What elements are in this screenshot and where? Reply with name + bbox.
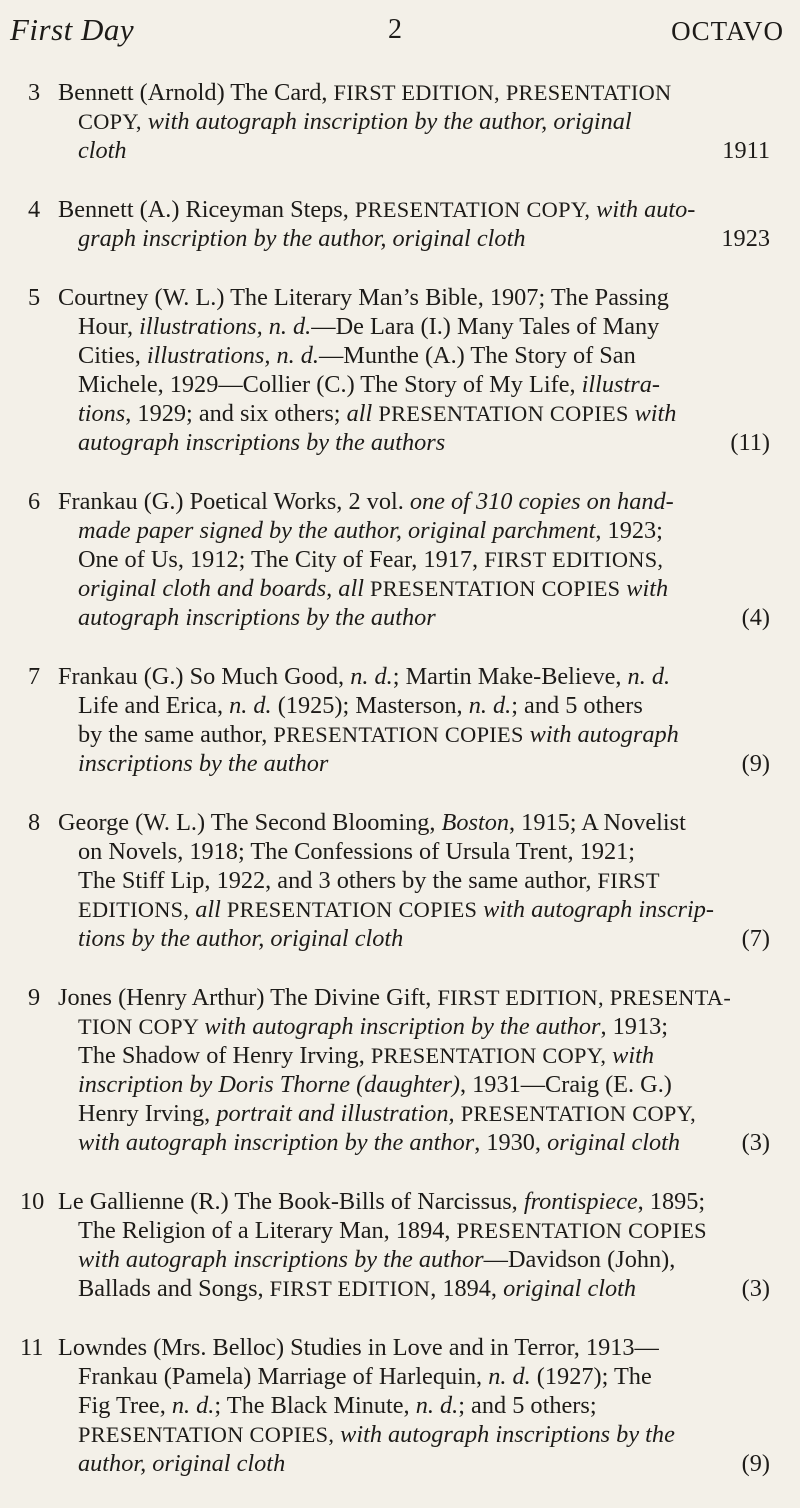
lot-text: tions [78,400,126,427]
lot-text: inscriptions by the author [78,750,329,777]
lot-text: Lowndes (Mrs. Belloc) Studies in Love and in Terror, 1913— [58,1334,659,1361]
lot-description-line [58,662,770,691]
catalogue-lot [0,1333,800,1478]
lot-text: all [195,896,227,923]
lot-description-line [58,1362,770,1391]
lot-description-line [58,924,770,953]
lot-text: n. d. [468,692,512,719]
lot-text: illustrations, n. d. [139,313,312,340]
lot-text: EDITIONS, [78,897,196,922]
section-title: OCTAVO [671,16,784,46]
lot-count: (9) [741,750,770,777]
lot-description-line [58,516,770,545]
lot-text: The Religion of a Literary Man, 1894, [78,1217,457,1244]
lot-text: with [626,575,669,602]
lot-text: n. d. [415,1392,459,1419]
lot-text: COPY, [78,109,148,134]
catalogue-lot [0,78,800,165]
lot-text: by the same author, [78,721,274,748]
lot-description-line [58,370,770,399]
lot-text: Jones (Henry Arthur) The Divine Gift, [58,984,438,1011]
lot-text: FIRST EDITION, PRESENTA- [437,985,732,1010]
catalogue-lot [0,662,800,778]
lot-text: with auto- [596,196,696,223]
lot-description-line [58,1128,770,1157]
lot-text: PRESENTATION COPIES [226,897,484,922]
lot-text: , 1931—Craig (E. G.) [460,1071,672,1098]
lot-text: with [612,1042,654,1069]
catalogue-lot [0,808,800,953]
lot-description-line [58,808,770,837]
lot-description-line [58,895,770,924]
lot-count: (11) [730,429,770,456]
lot-text: with autograph inscription by the author [204,1013,601,1040]
lot-count: (3) [741,1275,770,1302]
lot-text: PRESENTATION COPIES [378,401,635,426]
lot-text: , 1930, [474,1129,548,1156]
catalogue-lot [0,195,800,253]
lot-text: Frankau (G.) Poetical Works, 2 vol. [58,488,410,515]
lot-description-line [58,574,770,603]
lot-text: all [346,400,379,427]
lot-text: The Stiff Lip, 1922, and 3 others by the same author, [78,867,598,894]
lot-text: illustrations, n. d. [146,342,319,369]
lot-description-line [58,283,770,312]
lot-text: PRESENTATION COPIES, [78,1422,341,1447]
lot-description-line [58,1449,770,1478]
lot-description-line [58,1041,770,1070]
lot-text: Hour, [78,313,140,340]
lot-number: 10 [20,1188,45,1215]
lot-text: George (W. L.) The Second Blooming, [58,809,442,836]
lot-text: , 1923; [595,517,663,544]
lot-text: Frankau (G.) So Much Good, [58,663,351,690]
lot-description-line [58,78,770,107]
lot-text: FIRST EDITION, PRESENTATION [333,80,672,105]
lot-text: , 1894, [430,1275,504,1302]
lot-description-line [58,195,770,224]
lot-number: 11 [20,1334,44,1361]
lot-number: 7 [28,663,41,690]
catalogue-lot [0,1187,800,1303]
lot-number: 9 [28,984,41,1011]
lot-text: ; and 5 others [511,692,643,719]
lot-text: tions by the author, original cloth [78,925,404,952]
lot-description-line [58,837,770,866]
lot-list [0,78,800,1508]
lot-text: PRESENTATION COPY, [370,1043,613,1068]
lot-text: PRESENTATION COPY, [460,1101,697,1126]
lot-text: Henry Irving, [78,1100,217,1127]
lot-text: PRESENTATION COPIES [370,576,627,601]
lot-description-line [58,428,770,457]
catalogue-lot [0,983,800,1157]
lot-text: , 1895; [637,1188,706,1215]
lot-description-line [58,136,770,165]
sale-day-title: First Day [10,12,135,47]
lot-text: Cities, [78,342,147,369]
lot-text: autograph inscriptions by the authors [78,429,446,456]
lot-text: Bennett (A.) Riceyman Steps, [58,196,355,223]
lot-description-line [58,1187,770,1216]
lot-text: Fig Tree, [78,1392,172,1419]
lot-description-line [58,749,770,778]
lot-description-line [58,691,770,720]
lot-description-line [58,983,770,1012]
lot-text: portrait and illustration, [216,1100,461,1127]
lot-text: with autograph inscriptions by the [340,1421,675,1448]
lot-text: n. d. [171,1392,215,1419]
lot-description-line [58,399,770,428]
lot-text: original cloth [547,1129,681,1156]
lot-description-line [58,1420,770,1449]
lot-text: n. d. [229,692,272,719]
lot-description-line [58,603,770,632]
lot-text: cloth [78,137,127,164]
lot-description-line [58,1391,770,1420]
lot-text: one of 310 copies on hand- [409,488,674,515]
lot-text: n. d. [350,663,393,690]
lot-number: 4 [28,196,41,223]
lot-text: PRESENTATION COPIES [456,1218,707,1243]
lot-text: , 1929; and six others; [125,400,347,427]
lot-count: 1911 [722,137,770,164]
lot-text: inscription by Doris Thorne (daughter) [78,1071,460,1098]
lot-number: 8 [28,809,41,836]
lot-text: with autograph inscription by the author, original [147,108,632,135]
lot-number: 3 [28,79,41,106]
catalogue-lot [0,283,800,457]
lot-text: The Shadow of Henry Irving, [78,1042,371,1069]
lot-text: on Novels, 1918; The Confessions of Ursula Trent, 1921; [78,838,636,865]
lot-text: with autograph inscription by the anthor [78,1129,475,1156]
lot-text: —Davidson (John), [483,1246,676,1273]
lot-description-line [58,107,770,136]
lot-text: One of Us, 1912; The City of Fear, 1917, [78,546,485,573]
lot-description-line [58,1099,770,1128]
lot-description-line [58,866,770,895]
page-header [0,0,800,60]
lot-text: with [634,400,677,427]
lot-description-line [58,312,770,341]
lot-count: (7) [741,925,770,952]
lot-text: Courtney (W. L.) The Literary Man’s Bible, 1907; The Passing [58,284,669,311]
lot-text: author, original cloth [78,1450,286,1477]
lot-text: ; and 5 others; [458,1392,597,1419]
lot-description-line [58,545,770,574]
lot-count: (3) [741,1129,770,1156]
lot-text: PRESENTATION COPY, [354,197,597,222]
lot-description-line [58,1245,770,1274]
lot-count: 1923 [721,225,770,252]
lot-description-line [58,1216,770,1245]
lot-text: ; The Black Minute, [214,1392,416,1419]
lot-description-line [58,341,770,370]
lot-text: original cloth [503,1275,637,1302]
page-number: 2 [388,14,402,45]
lot-text: n. d. [488,1363,531,1390]
lot-text: ; Martin Make-Believe, [392,663,628,690]
lot-text: with autograph inscriptions by the author [78,1246,484,1273]
lot-text: FIRST EDITIONS, [484,547,664,572]
lot-text: FIRST [597,868,660,893]
lot-text: original cloth and boards, all [78,575,371,602]
catalogue-lot [0,487,800,632]
lot-text: —De Lara (I.) Many Tales of Many [311,313,660,340]
lot-description-line [58,1070,770,1099]
lot-text: TION COPY [78,1014,205,1039]
lot-text: Ballads and Songs, [78,1275,270,1302]
lot-text: frontispiece [523,1188,638,1215]
lot-text: Life and Erica, [78,692,230,719]
lot-text: made paper signed by the author, original parchment [78,517,596,544]
lot-description-line [58,1333,770,1362]
lot-text: (1925); Masterson, [271,692,469,719]
lot-text: , 1915; A Novelist [509,809,686,836]
lot-text: , 1913; [600,1013,668,1040]
lot-text: n. d. [627,663,671,690]
lot-description-line [58,1012,770,1041]
lot-text: illustra- [581,371,660,398]
lot-text: Michele, 1929—Collier (C.) The Story of My Life, [78,371,582,398]
lot-text: Boston [441,809,510,836]
lot-description-line [58,487,770,516]
lot-number: 6 [28,488,41,515]
lot-text: graph inscription by the author, original cloth [78,225,526,252]
lot-text: (1927); The [530,1363,652,1390]
lot-text: autograph inscriptions by the author [78,604,436,631]
lot-text: PRESENTATION COPIES [273,722,530,747]
lot-text: Frankau (Pamela) Marriage of Harlequin, [78,1363,489,1390]
lot-text: FIRST EDITION [269,1276,431,1301]
lot-count: (9) [741,1450,770,1477]
lot-description-line [58,720,770,749]
lot-number: 5 [28,284,41,311]
lot-text: Bennett (Arnold) The Card, [58,79,334,106]
lot-description-line [58,224,770,253]
lot-description-line [58,1274,770,1303]
lot-text: —Munthe (A.) The Story of San [319,342,636,369]
lot-text: Le Gallienne (R.) The Book-Bills of Narcissus, [58,1188,524,1215]
lot-count: (4) [741,604,770,631]
lot-text: with autograph [529,721,679,748]
lot-text: with autograph inscrip- [483,896,714,923]
